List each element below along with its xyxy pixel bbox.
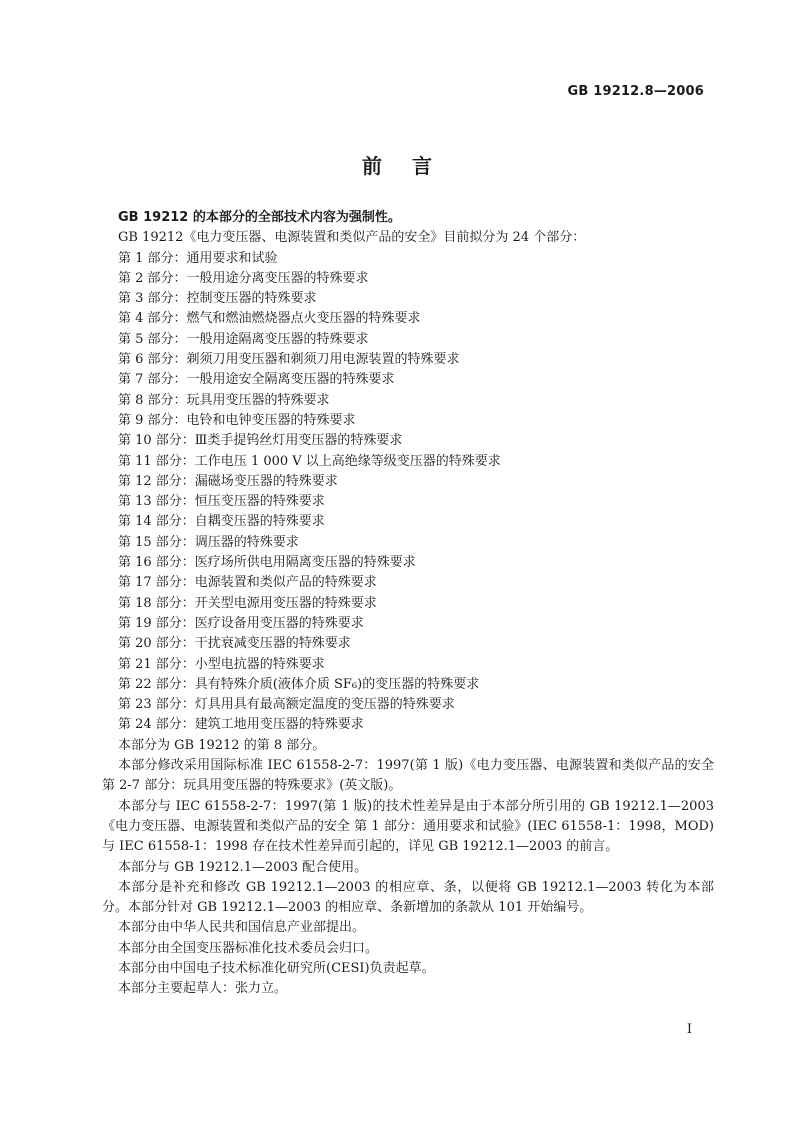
supplement-paragraph: 本部分是补充和修改 GB 19212.1—2003 的相应章、条，以便将 GB 19212.1—2003 转化为本部分。本部分针对 GB 19212.1—2003 的相应章、条新增加的条款从 101 开始编号。	[102, 879, 714, 916]
list-item: 第 24 部分：建筑工地用变压器的特殊要求	[118, 717, 364, 733]
drafted-by-paragraph: 本部分由中国电子技术标准化研究所(CESI)负责起草。	[118, 960, 435, 976]
adoption-paragraph: 本部分修改采用国际标准 IEC 61558-2-7：1997(第 1 版)《电力变压器、电源装置和类似产品的安全 第 2-7 部分：玩具用变压器的特殊要求》(英文版)。	[102, 758, 714, 794]
list-item: 第 12 部分：漏磁场变压器的特殊要求	[118, 473, 338, 489]
list-item: 第 18 部分：开关型电源用变压器的特殊要求	[118, 595, 377, 611]
combined-use-paragraph: 本部分与 GB 19212.1—2003 配合使用。	[118, 859, 368, 875]
drafters-paragraph: 本部分主要起草人：张力立。	[118, 981, 288, 997]
list-item: 第 4 部分：燃气和燃油燃烧器点火变压器的特殊要求	[118, 311, 421, 327]
list-item: 第 2 部分：一般用途分离变压器的特殊要求	[118, 270, 369, 286]
list-item: 第 11 部分：工作电压 1 000 V 以上高绝缘等级变压器的特殊要求	[118, 453, 501, 469]
list-item: 第 10 部分：Ⅲ类手提钨丝灯用变压器的特殊要求	[118, 433, 403, 449]
page-title: 前言	[362, 154, 462, 178]
preface-content	[102, 208, 714, 1000]
differences-paragraph: 本部分与 IEC 61558-2-7：1997(第 1 版)的技术性差异是由于本部分所引用的 GB 19212.1—2003《电力变压器、电源装置和类似产品的安全 第 1 部分：通用要求和试验》(IEC 61558-1：1998，MOD)与 IEC 61558-1：1998 存在技术性差异而引起的，详见 GB 19212.1—2003 的前言。	[102, 798, 714, 855]
list-item: 第 14 部分：自耦变压器的特殊要求	[118, 514, 325, 530]
list-item: 第 8 部分：玩具用变压器的特殊要求	[118, 392, 330, 408]
list-item: 第 3 部分：控制变压器的特殊要求	[118, 291, 317, 307]
list-item: 第 20 部分：干扰衰减变压器的特殊要求	[118, 636, 351, 652]
proposed-by-paragraph: 本部分由中华人民共和国信息产业部提出。	[118, 920, 366, 936]
list-item: 第 7 部分：一般用途安全隔离变压器的特殊要求	[118, 372, 395, 388]
list-item: 第 6 部分：剃须刀用变压器和剃须刀用电源装置的特殊要求	[118, 352, 460, 368]
standard-number: GB 19212.8—2006	[567, 84, 704, 99]
list-item: 第 21 部分：小型电抗器的特殊要求	[118, 656, 325, 672]
list-item: 第 15 部分：调压器的特殊要求	[118, 534, 299, 550]
parts-list	[102, 249, 714, 736]
list-item: 第 22 部分：具有特殊介质(液体介质 SF₆)的变压器的特殊要求	[118, 676, 480, 692]
list-item: 第 17 部分：电源装置和类似产品的特殊要求	[118, 575, 377, 591]
series-statement: GB 19212《电力变压器、电源装置和类似产品的安全》目前拟分为 24 个部分：	[118, 230, 586, 246]
list-item: 第 23 部分：灯具用具有最高额定温度的变压器的特殊要求	[118, 697, 455, 713]
list-item: 第 9 部分：电铃和电钟变压器的特殊要求	[118, 412, 356, 428]
list-item: 第 1 部分：通用要求和试验	[118, 250, 278, 266]
list-item: 第 5 部分：一般用途隔离变压器的特殊要求	[118, 331, 369, 347]
centralized-by-paragraph: 本部分由全国变压器标准化技术委员会归口。	[118, 940, 379, 956]
list-item: 第 16 部分：医疗场所供电用隔离变压器的特殊要求	[118, 555, 416, 571]
mandatory-statement: GB 19212 的本部分的全部技术内容为强制性。	[118, 210, 401, 225]
list-item: 第 19 部分：医疗设备用变压器的特殊要求	[118, 615, 364, 631]
list-item: 第 13 部分：恒压变压器的特殊要求	[118, 494, 325, 510]
part-number-paragraph: 本部分为 GB 19212 的第 8 部分。	[118, 737, 326, 753]
page-number: I	[686, 1022, 692, 1037]
